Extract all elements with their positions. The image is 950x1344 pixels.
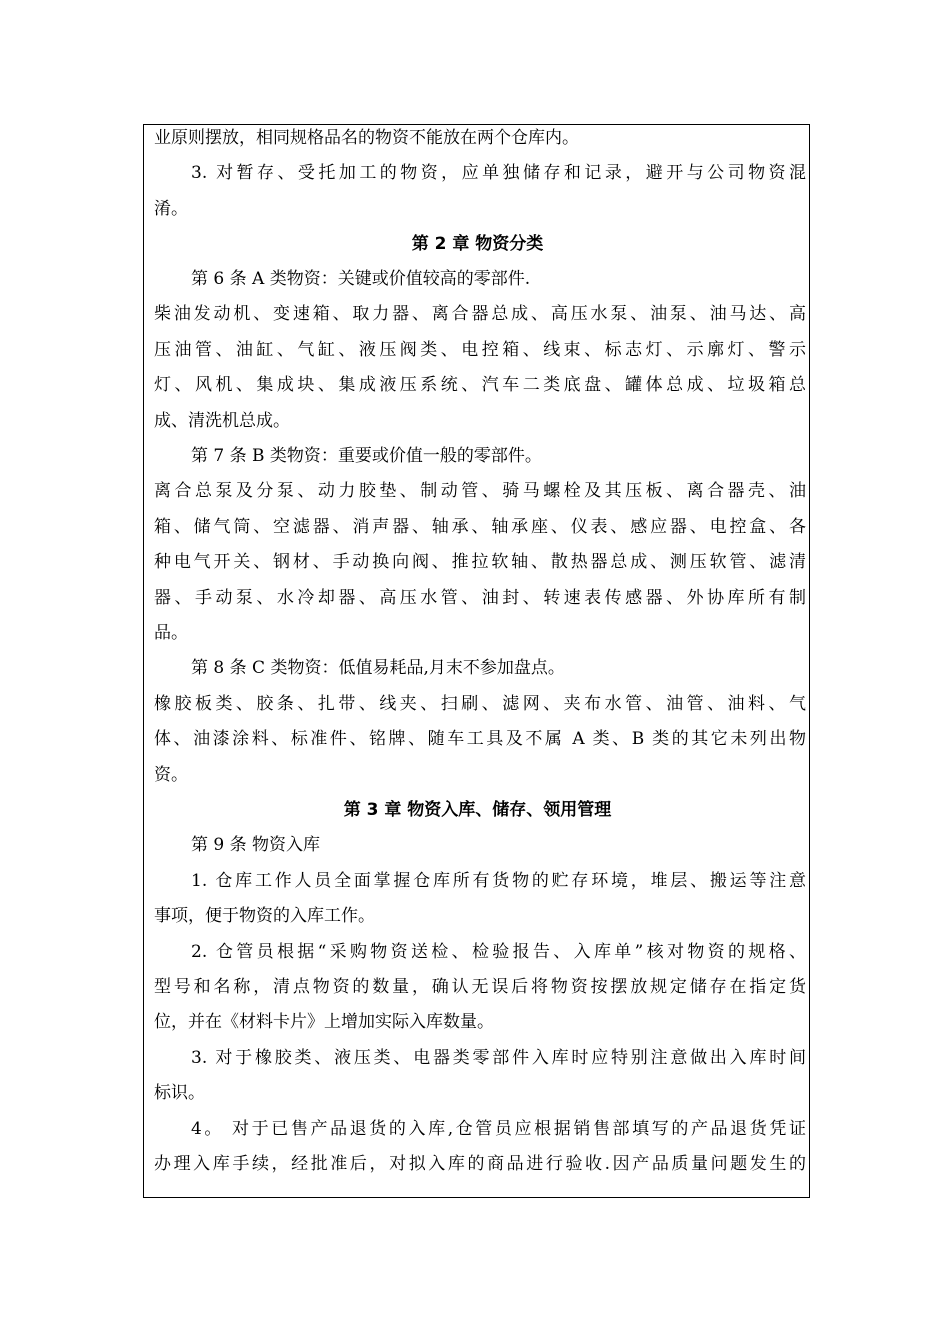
text-line: 3. 对于橡胶类、液压类、电器类零部件入库时应特别注意做出入库时间 xyxy=(191,1048,806,1068)
text-line: 型号和名称，清点物资的数量，确认无误后将物资按摆放规定储存在指定货 xyxy=(154,977,806,997)
text-line: 事项，便于物资的入库工作。 xyxy=(154,906,375,926)
article-title: 第 6 条 A 类物资：关键或价值较高的零部件. xyxy=(191,269,531,289)
text-line: 品。 xyxy=(154,623,188,643)
text-line: 3. 对暂存、受托加工的物资，应单独储存和记录，避开与公司物资混 xyxy=(191,163,806,183)
chapter-heading: 第 3 章 物资入库、储存、领用管理 xyxy=(343,800,612,820)
text-line: 2. 仓管员根据“采购物资送检、检验报告、入库单”核对物资的规格、 xyxy=(191,942,806,962)
article-title: 第 9 条 物资入库 xyxy=(191,835,321,855)
text-line: 位，并在《材料卡片》上增加实际入库数量。 xyxy=(154,1012,494,1032)
text-line: 淆。 xyxy=(154,199,188,219)
text-line: 箱、储气筒、空滤器、消声器、轴承、轴承座、仪表、感应器、电控盒、各 xyxy=(154,517,806,537)
text-line: 压油管、油缸、气缸、液压阀类、电控箱、线束、标志灯、示廓灯、警示 xyxy=(154,340,806,360)
text-line: 体、油漆涂料、标准件、铭牌、随车工具及不属 A 类、B 类的其它未列出物 xyxy=(154,729,806,749)
text-line: 办理入库手续，经批准后，对拟入库的商品进行验收.因产品质量问题发生的 xyxy=(154,1154,806,1174)
text-line: 业原则摆放，相同规格品名的物资不能放在两个仓库内。 xyxy=(154,128,579,148)
text-line: 4。 对于已售产品退货的入库,仓管员应根据销售部填写的产品退货凭证 xyxy=(191,1119,806,1139)
text-line: 标识。 xyxy=(154,1083,205,1103)
article-title: 第 7 条 B 类物资：重要或价值一般的零部件。 xyxy=(191,446,542,466)
text-line: 1. 仓库工作人员全面掌握仓库所有货物的贮存环境，堆层、搬运等注意 xyxy=(191,871,806,891)
text-line: 灯、风机、集成块、集成液压系统、汽车二类底盘、罐体总成、垃圾箱总 xyxy=(154,375,806,395)
text-line: 资。 xyxy=(154,765,188,785)
text-line: 成、清洗机总成。 xyxy=(154,411,290,431)
document-frame xyxy=(143,124,810,1198)
text-line: 器、手动泵、水冷却器、高压水管、油封、转速表传感器、外协库所有制 xyxy=(154,588,806,608)
text-line: 橡胶板类、胶条、扎带、线夹、扫刷、滤网、夹布水管、油管、油料、气 xyxy=(154,694,806,714)
article-title: 第 8 条 C 类物资：低值易耗品,月末不参加盘点。 xyxy=(191,658,565,678)
text-line: 柴油发动机、变速箱、取力器、离合器总成、高压水泵、油泵、油马达、高 xyxy=(154,304,806,324)
chapter-heading: 第 2 章 物资分类 xyxy=(411,234,544,254)
text-line: 离合总泵及分泵、动力胶垫、制动管、骑马螺栓及其压板、离合器壳、油 xyxy=(154,481,806,501)
text-line: 种电气开关、钢材、手动换向阀、推拉软轴、散热器总成、测压软管、滤清 xyxy=(154,552,806,572)
